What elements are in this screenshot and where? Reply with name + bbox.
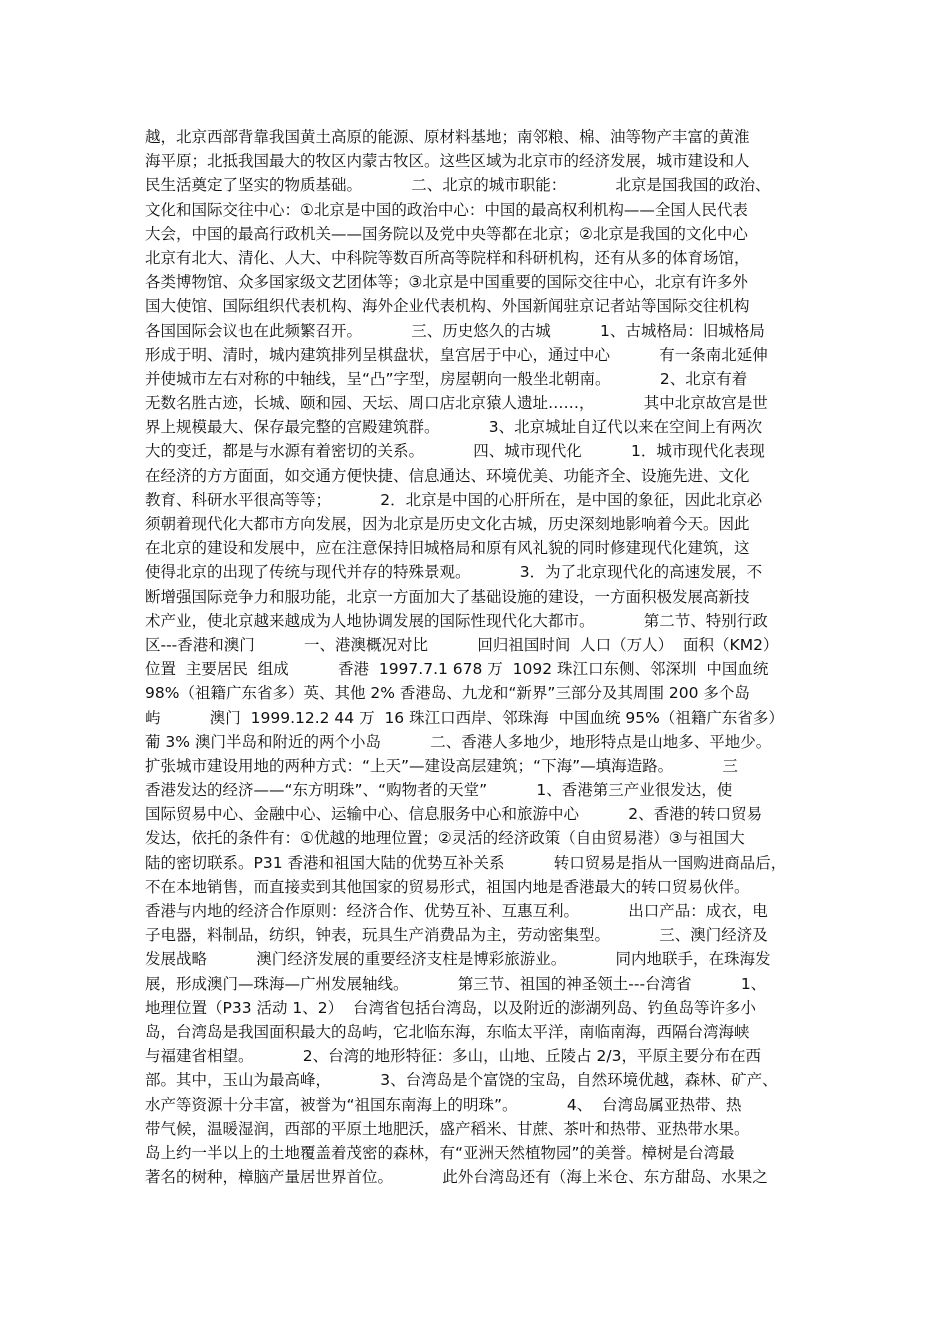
text-line: 与福建省相望。 2、台湾的地形特征：多山，山地、丘陵占 2/3，平原主要分布在西 <box>145 1047 762 1066</box>
text-line: 扩张城市建设用地的两种方式：“上天”—建设高层建筑；“下海”—填海造路。 三 <box>145 756 738 775</box>
text-line: 术产业，使北京越来越成为人地协调发展的国际性现代化大都市。 第二节、特别行政 <box>145 611 768 630</box>
text-line: 断增强国际竞争力和服功能，北京一方面加大了基础设施的建设，一方面积极发展高新技 <box>145 587 750 606</box>
text-line: 陆的密切联系。P31 香港和祖国大陆的优势互补关系 转口贸易是指从一国购进商品后， <box>145 853 787 872</box>
text-line: 教育、科研水平很高等等； 2．北京是中国的心肝所在，是中国的象征，因此北京必 <box>145 490 763 509</box>
text-line: 98%（祖籍广东省多）英、其他 2% 香港岛、九龙和“新界”三部分及其周围 200 多个岛 <box>145 684 750 703</box>
text-line: 文化和国际交往中心：①北京是中国的政治中心：中国的最高权利机构——全国人民代表 <box>145 200 748 219</box>
text-line: 北京有北大、清化、人大、中科院等数百所高等院样和科研机构，还有从多的体育场馆， <box>145 248 750 267</box>
text-line: 香港发达的经济——“东方明珠”、“购物者的天堂” 1、香港第三产业很发达，使 <box>145 781 733 800</box>
text-line: 并使城市左右对称的中轴线，呈“凸”字型，房屋朝向一般坐北朝南。 2、北京有着 <box>145 369 748 388</box>
text-line: 各国国际会议也在此频繁召开。 三、历史悠久的古城 1、古城格局：旧城格局 <box>145 321 765 340</box>
text-line: 带气候，温暖湿润，西部的平原土地肥沃，盛产稻米、甘蔗、茶叶和热带、亚热带水果。 <box>145 1119 750 1138</box>
text-line: 屿 澳门 1999.12.2 44 万 16 珠江口西岸、邻珠海 中国血统 95%（祖籍广东省多） <box>145 708 784 727</box>
text-line: 葡 3% 澳门半岛和附近的两个小岛 二、香港人多地少，地形特点是山地多、平地少。 <box>145 732 772 751</box>
text-line: 水产等资源十分丰富，被誉为“祖国东南海上的明珠”。 4、 台湾岛属亚热带、热 <box>145 1095 742 1114</box>
text-line: 大会，中国的最高行政机关——国务院以及党中央等都在北京；②北京是我国的文化中心 <box>145 224 748 243</box>
text-line: 著名的树种，樟脑产量居世界首位。 此外台湾岛还有（海上米仓、东方甜岛、水果之 <box>145 1168 768 1187</box>
text-line: 岛上约一半以上的土地覆盖着茂密的森林，有“亚洲天然植物园”的美誉。樟树是台湾最 <box>145 1143 735 1162</box>
body-text <box>145 125 815 1189</box>
text-line: 民生活奠定了坚实的物质基础。 二、北京的城市职能： 北京是国我国的政治、 <box>145 176 771 195</box>
text-line: 须朝着现代化大都市方向发展，因为北京是历史文化古城，历史深刻地影响着今天。因此 <box>145 515 750 533</box>
text-line: 岛，台湾岛是我国面积最大的岛屿，它北临东海，东临太平洋，南临南海，西隔台湾海峡 <box>145 1022 750 1041</box>
text-line: 区---香港和澳门 一、港澳概况对比 回归祖国时间 人口（万人） 面积（KM2） <box>145 635 779 654</box>
text-line: 大的变迁，都是与水源有着密切的关系。 四、城市现代化 1．城市现代化表现 <box>145 442 765 461</box>
text-line: 在经济的方方面面，如交通方便快捷、信息通达、环境优美、功能齐全、设施先进、文化 <box>145 466 750 485</box>
text-line: 香港与内地的经济合作原则：经济合作、优势互补、互惠互利。 出口产品：成衣，电 <box>145 902 768 920</box>
text-line: 形成于明、清时，城内建筑排列呈棋盘状，皇宫居于中心，通过中心 有一条南北延伸 <box>145 345 768 364</box>
text-line: 地理位置（P33 活动 1、2） 台湾省包括台湾岛，以及附近的澎湖列岛、钓鱼岛等许多小 <box>145 998 757 1017</box>
text-line: 发达，依托的条件有：①优越的地理位置；②灵活的经济政策（自由贸易港）③与祖国大 <box>145 829 745 848</box>
text-line: 无数名胜古迹，长城、颐和园、天坛、周口店北京猿人遗址……， 其中北京故宫是世 <box>145 394 768 413</box>
text-line: 海平原；北抵我国最大的牧区内蒙古牧区。这些区域为北京市的经济发展，城市建设和人 <box>145 152 750 171</box>
text-line: 位置 主要居民 组成 香港 1997.7.1 678 万 1092 珠江口东侧、邻深圳 中国血统 <box>145 660 769 679</box>
text-line: 越，北京西部背靠我国黄土高原的能源、原材料基地；南邻粮、棉、油等物产丰富的黄淮 <box>145 128 750 146</box>
text-line: 展，形成澳门—珠海—广州发展轴线。 第三节、祖国的神圣领土---台湾省 1、 <box>145 974 767 993</box>
text-line: 使得北京的出现了传统与现代并存的特殊景观。 3．为了北京现代化的高速发展，不 <box>145 563 763 582</box>
text-line: 部。其中，玉山为最高峰， 3、台湾岛是个富饶的宝岛，自然环境优越，森林、矿产、 <box>145 1071 778 1090</box>
text-line: 发展战略 澳门经济发展的重要经济支柱是博彩旅游业。 同内地联手，在珠海发 <box>145 950 771 969</box>
text-line: 国大使馆、国际组织代表机构、海外企业代表机构、外国新闻驻京记者站等国际交往机构 <box>145 297 750 316</box>
text-line: 子电器，料制品，纺织，钟表，玩具生产消费品为主，劳动密集型。 三、澳门经济及 <box>145 926 768 945</box>
text-line: 各类博物馆、众多国家级文艺团体等；③北京是中国重要的国际交往中心，北京有许多外 <box>145 273 748 292</box>
text-line: 不在本地销售，而直接卖到其他国家的贸易形式，祖国内地是香港最大的转口贸易伙伴。 <box>145 877 750 896</box>
text-line: 国际贸易中心、金融中心、运输中心、信息服务中心和旅游中心 2、香港的转口贸易 <box>145 805 763 824</box>
text-line: 在北京的建设和发展中，应在注意保持旧城格局和原有风礼貌的同时修建现代化建筑，这 <box>145 539 750 558</box>
text-line: 界上规模最大、保存最完整的宫殿建筑群。 3、北京城址自辽代以来在空间上有两次 <box>145 418 763 437</box>
